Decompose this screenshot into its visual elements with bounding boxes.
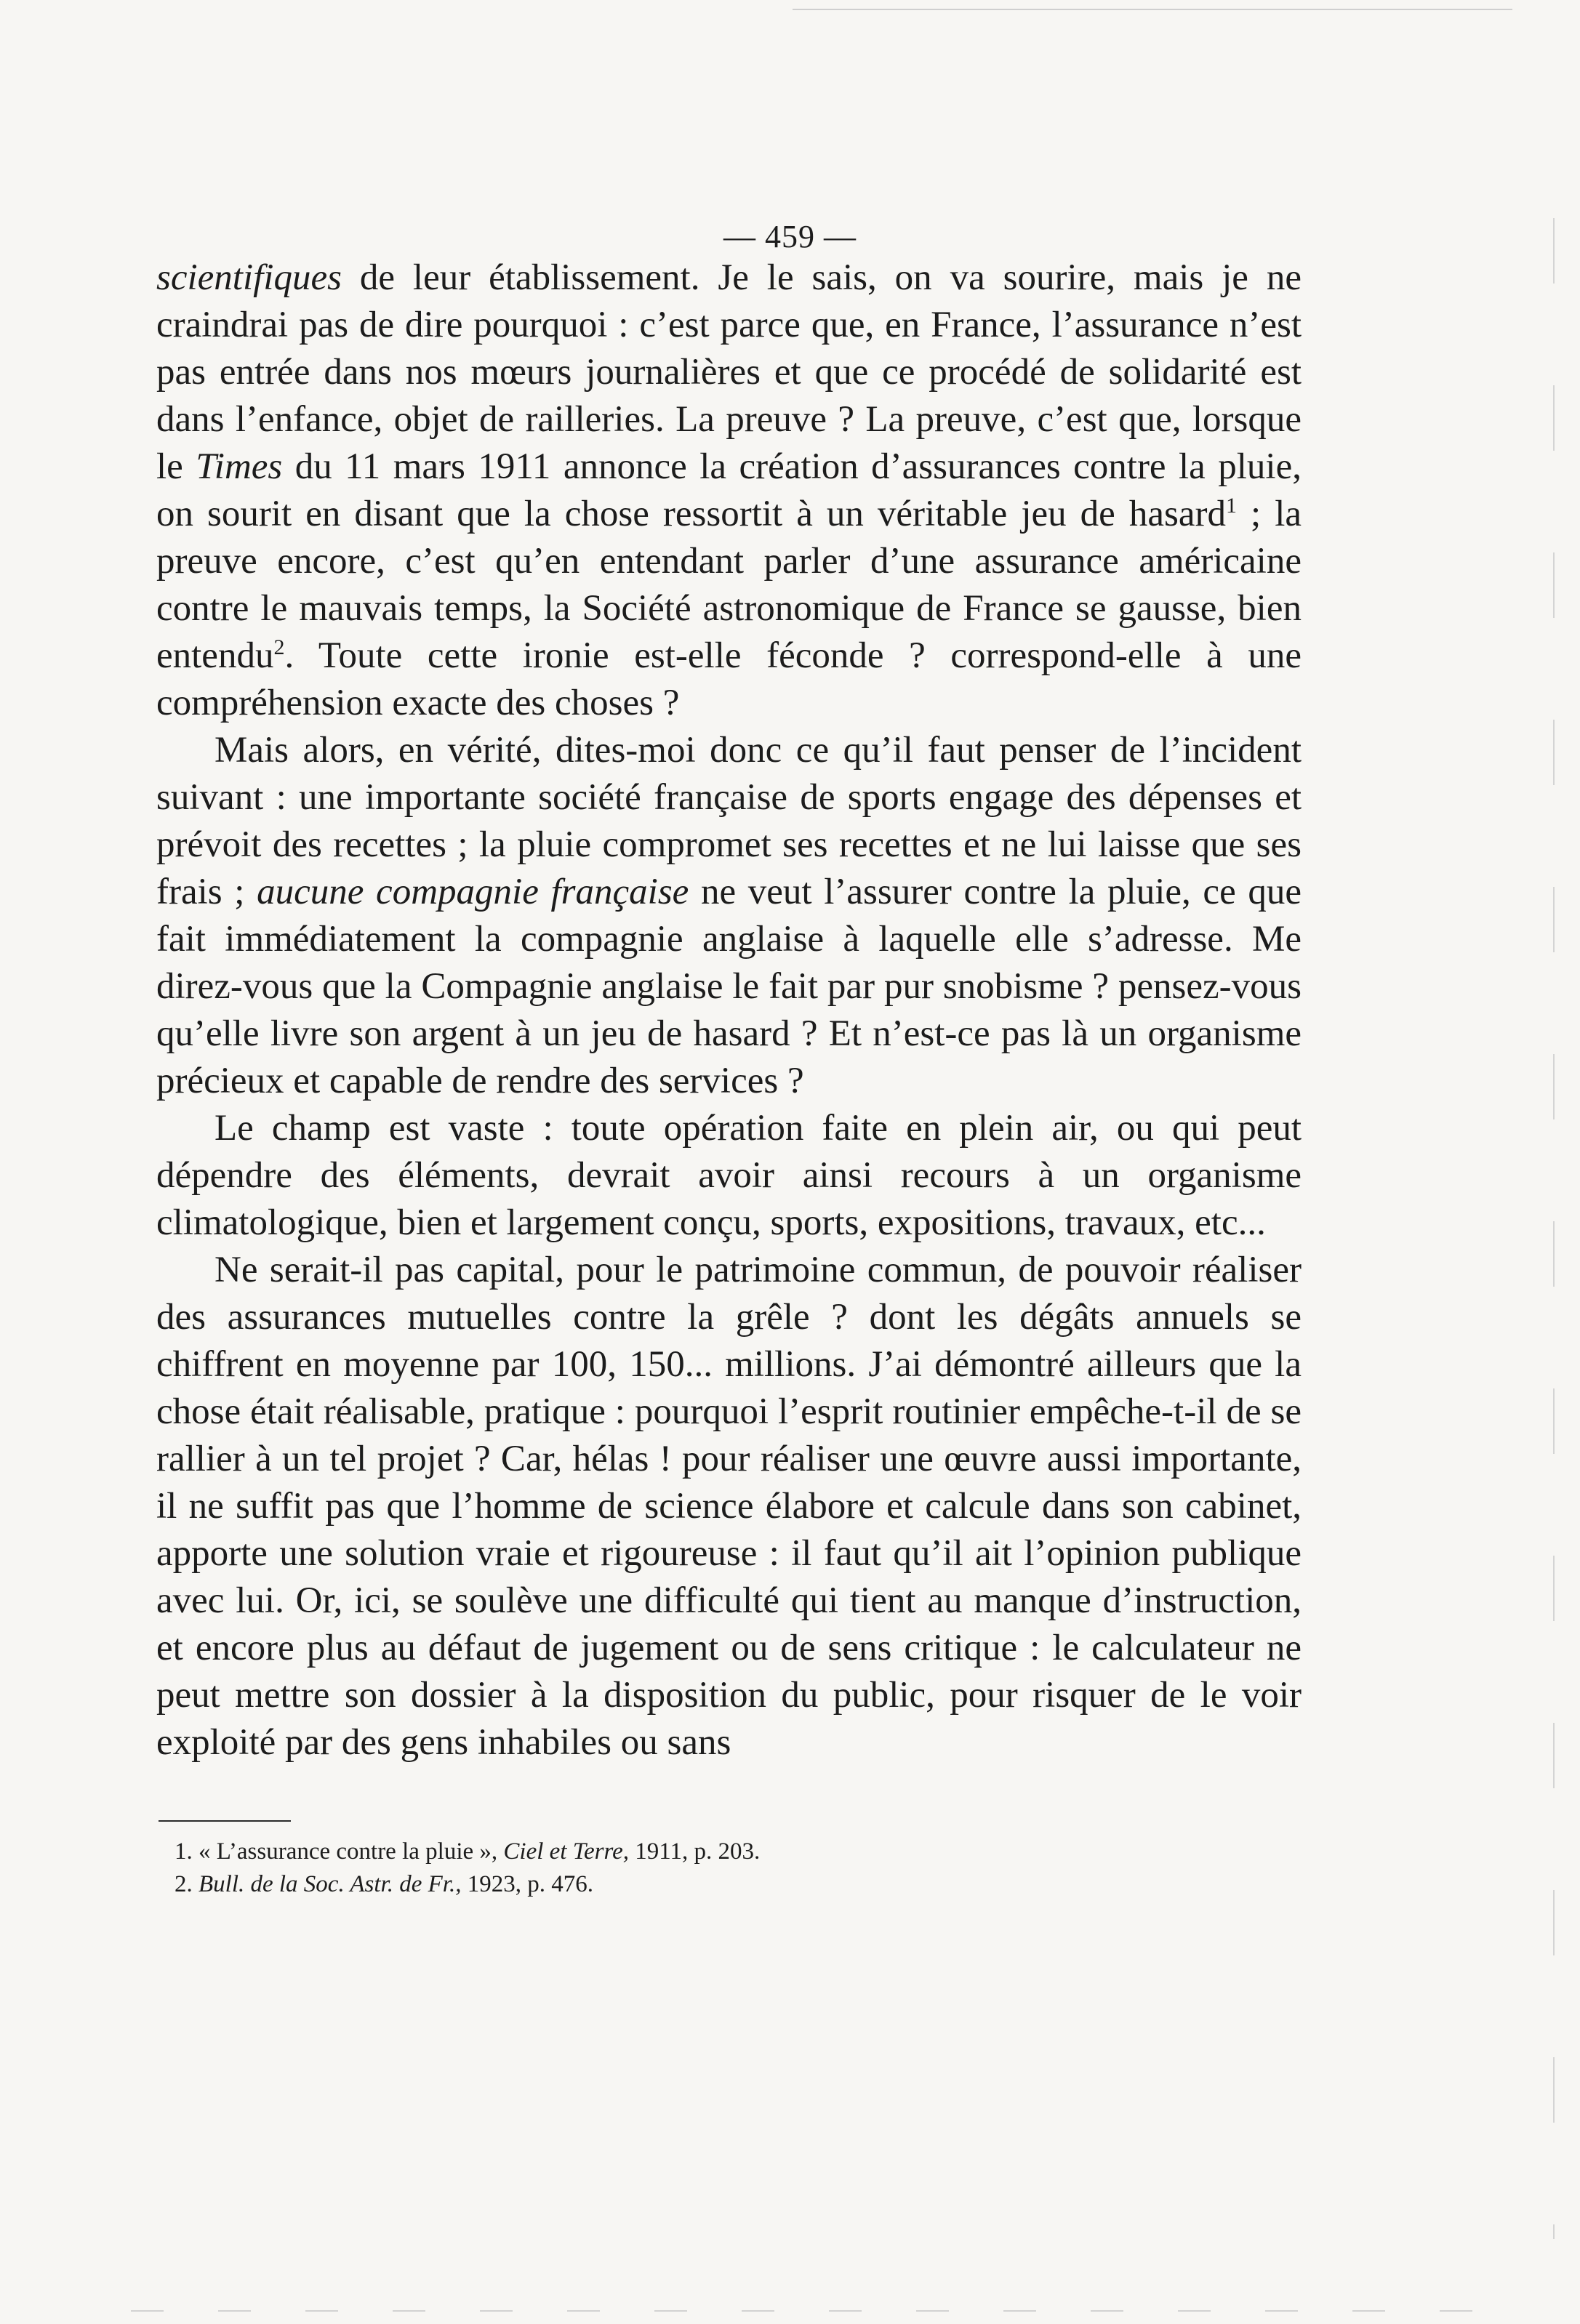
italic-emphasis: aucune compagnie française	[257, 872, 689, 912]
paragraph-1	[156, 254, 1302, 727]
paragraph-3: Le champ est vaste : toute opération faite en plein air, ou qui peut dépendre des éléments, devrait avoir ainsi recours à un organisme climatologique, bien et largement conçu, sports, expositions, travaux, etc...	[156, 1108, 1302, 1243]
footnote-ref-2: 2	[273, 635, 285, 659]
footnote-divider	[159, 1820, 291, 1822]
scan-edge-top	[793, 9, 1512, 10]
italic-title: Bull. de la Soc. Astr. de Fr.,	[198, 1871, 462, 1897]
scan-edge-right	[1553, 218, 1555, 2239]
footnote-1	[175, 1836, 1265, 1868]
scan-edge-bottom	[131, 2310, 1512, 2312]
text-run: 1923, p. 476.	[461, 1871, 593, 1897]
text-run: « L’assurance contre la pluie »,	[198, 1838, 504, 1865]
page-number: — 459 —	[723, 219, 857, 254]
footnote-2	[175, 1868, 1265, 1901]
text-run: de leur établissement. Je le sais, on va sourire, mais je ne craindrai pas de dire pourquoi : c’est parce que, en France, l’assurance n’est pas entrée dans nos mœurs journalières et que ce procédé de solidarité est dans l’enfance, objet de railleries. La preuve ? La preuve, c’est que, lorsque le	[156, 257, 1302, 487]
body-text	[156, 254, 1302, 1766]
italic-title: Times	[196, 446, 283, 487]
footnote-number: 2.	[175, 1871, 198, 1897]
text-run: Mais alors, en vérité, dites-moi donc ce qu’il faut penser de l’incident suivant : une importante société française de sports engage des dépenses et prévoit des recettes ; la pluie compromet ses recettes et ne lui laisse que ses frais ;	[156, 730, 1302, 912]
text-run: ne veut l’assurer contre la pluie, ce que fait immédiatement la compagnie anglaise à laquelle elle s’adresse. Me direz-vous que la Compagnie anglaise le fait par pur snobisme ? pensez-vous qu’elle livre son argent à un jeu de hasard ? Et n’est-ce pas là un organisme précieux et capable de rendre des services ?	[156, 872, 1302, 1101]
footnote-number: 1.	[175, 1838, 198, 1865]
text-run: du 11 mars 1911 annonce la création d’assurances contre la pluie, on sourit en disant que la chose ressortit à un véritable jeu de hasard	[156, 446, 1302, 534]
paragraph-2	[156, 727, 1302, 1105]
footnote-ref-1: 1	[1225, 494, 1237, 518]
italic-title: Ciel et Terre,	[503, 1838, 630, 1865]
footnotes	[175, 1836, 1265, 1901]
text-run: 1911, p. 203.	[629, 1838, 761, 1865]
italic-term: scientifiques	[156, 257, 342, 298]
text-run: ; la preuve encore, c’est qu’en entendant parler d’une assurance américaine contre le mauvais temps, la Société astronomique de France se gausse, bien entendu	[156, 494, 1302, 676]
paragraph-4: Ne serait-il pas capital, pour le patrimoine commun, de pouvoir réaliser des assurances mutuelles contre la grêle ? dont les dégâts annuels se chiffrent en moyenne par 100, 150... millions. J’ai démontré ailleurs que la chose était réalisable, pratique : pourquoi l’esprit routinier empêche-t-il de se rallier à un tel projet ? Car, hélas ! pour réaliser une œuvre aussi importante, il ne suffit pas que l’homme de science élabore et calcule dans son cabinet, apporte une solution vraie et rigoureuse : il faut qu’il ait l’opinion publique avec lui. Or, ici, se soulève une difficulté qui tient au manque d’instruction, et encore plus au défaut de jugement ou de sens critique : le calculateur ne peut mettre son dossier à la disposition du public, pour risquer de le voir exploité par des gens inhabiles ou sans	[156, 1250, 1302, 1763]
text-run: . Toute cette ironie est-elle féconde ? correspond-elle à une compréhension exacte des choses ?	[156, 635, 1302, 723]
